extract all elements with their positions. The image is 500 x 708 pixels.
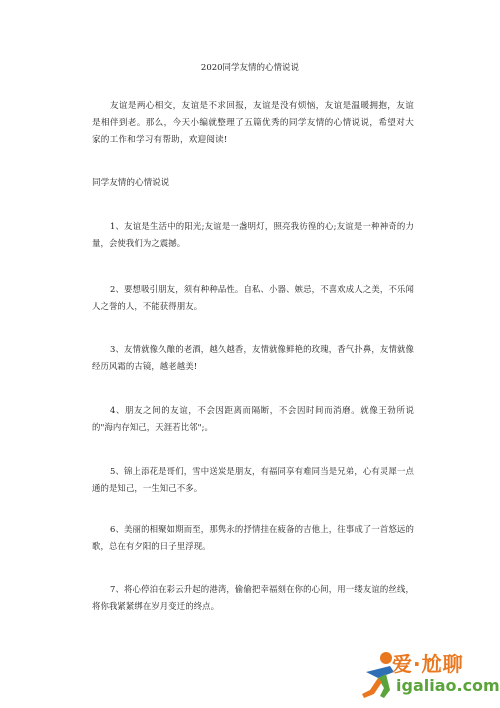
- list-item: 6、美丽的相聚如期而至，那隽永的抒情挂在疲备的吉他上，往事成了一首悠远的歌，总在有夕阳的日子里浮现。: [92, 524, 414, 551]
- document-title: 2020同学友情的心情说说: [200, 63, 300, 73]
- list-item: 7、将心停泊在彩云升起的港湾，偷偷把幸福刻在你的心间，用一缕友谊的丝线，将你我紧紧绑在岁月变迁的终点。: [92, 584, 414, 611]
- intro-paragraph: 友谊是两心相交，友谊是不求回报，友谊是没有烦恼，友谊是温暖拥抱，友谊是相伴到老。那么，今天小编就整理了五篇优秀的同学友情的心情说说，希望对大家的工作和学习有帮助，欢迎阅读!: [92, 101, 414, 145]
- site-watermark-logo: [360, 648, 500, 703]
- list-item: 3、友情就像久酿的老酒，越久越香，友情就像鲜艳的玫瑰，香气扑鼻，友情就像经历风霜的古镜，越老越美!: [92, 344, 414, 371]
- watermark-url: igaliao.com: [396, 676, 500, 695]
- list-item: 5、锦上添花是哥们，雪中送炭是朋友，有福同享有难同当是兄弟，心有灵犀一点通的是知己，一生知己不多。: [92, 466, 414, 493]
- list-item: 2、要想吸引朋友，须有种种品性。自私、小器、嫉忌，不喜欢成人之美，不乐闻人之誉的人，不能获得朋友。: [92, 284, 414, 311]
- list-item: 1、友谊是生活中的阳光;友谊是一盏明灯，照亮我彷徨的心;友谊是一种神奇的力量，会使我们为之震撼。: [92, 221, 414, 248]
- list-item: 4、朋友之间的友谊，不会因距离而隔断，不会因时间而消磨。就像王勃所说的"海内存知己，天涯若比邻";。: [92, 405, 414, 432]
- section-subtitle: 同学友情的心情说说: [92, 178, 170, 188]
- watermark-chinese-text: 爱·尬聊: [392, 652, 464, 676]
